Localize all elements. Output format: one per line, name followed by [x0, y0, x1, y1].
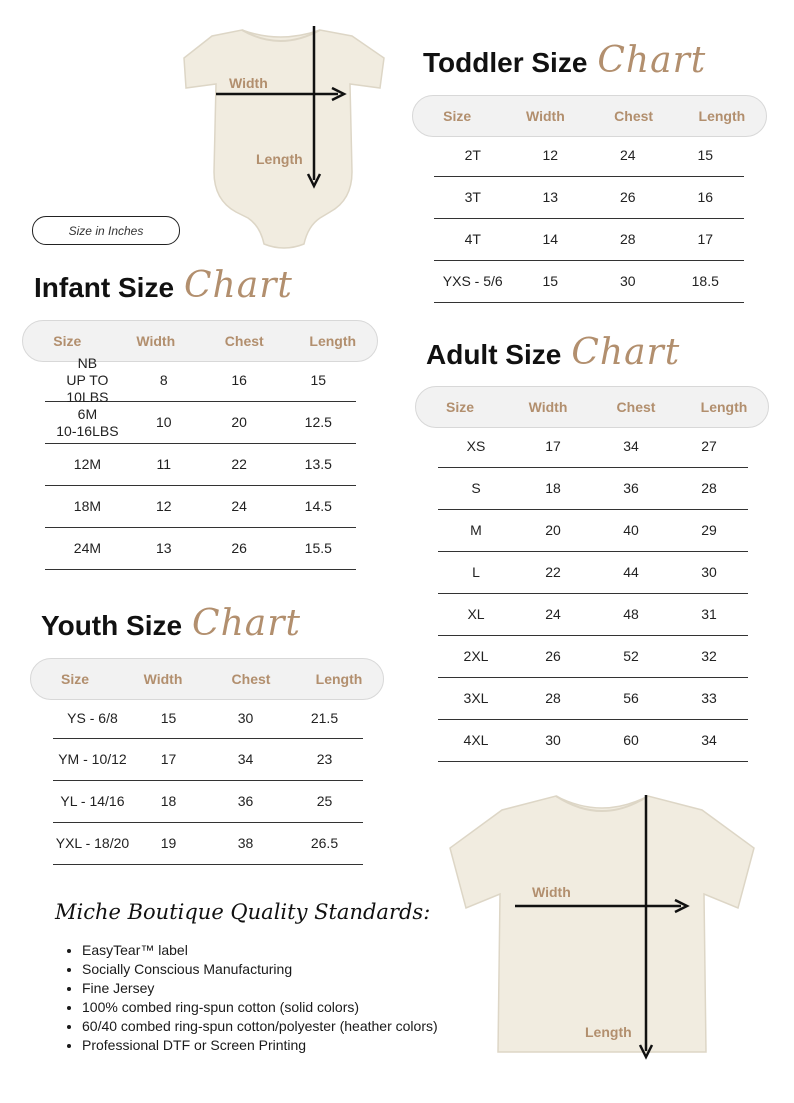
- infant-cell-size: 18M: [73, 498, 102, 514]
- youth-title: Youth Size Chart: [41, 603, 301, 644]
- adult-cell-length: 28: [701, 480, 717, 496]
- toddler-cell-width: 12: [542, 147, 559, 163]
- infant-cell-chest: 22: [231, 456, 247, 472]
- toddler-cell-size: YXS - 5/6: [442, 273, 503, 289]
- youth-cell-size: YS - 6/8: [67, 709, 118, 726]
- youth-cell-length: 26.5: [310, 835, 339, 851]
- adult-cell-size: 2XL: [463, 648, 489, 664]
- infant-table-row: [45, 355, 356, 405]
- youth-cell-length: 25: [316, 793, 333, 809]
- adult-cell-chest: 52: [623, 648, 639, 664]
- onesie-length-label: Length: [256, 151, 303, 167]
- tshirt-width-label: Width: [532, 884, 571, 900]
- quality-standard-item: • 60/40 combed ring-spun cotton/polyester (heather colors): [82, 1017, 438, 1036]
- youth-cell-size: YXL - 18/20: [55, 835, 130, 851]
- youth-table-row: [53, 698, 363, 739]
- quality-standard-item: • Fine Jersey: [82, 979, 438, 998]
- infant-cell-width: 12: [155, 498, 172, 514]
- youth-cell-width: 17: [160, 751, 177, 767]
- toddler-cell-length: 16: [697, 189, 714, 205]
- toddler-cell-length: 17: [697, 231, 714, 247]
- infant-cell-width: 8: [159, 372, 168, 388]
- youth-header-width: Width: [143, 671, 183, 687]
- infant-cell-chest: 16: [231, 372, 247, 388]
- adult-cell-size: 4XL: [463, 732, 489, 748]
- onesie-length-arrow: [304, 24, 324, 190]
- quality-standard-item: • Professional DTF or Screen Printing: [82, 1036, 438, 1055]
- infant-table-row: [45, 486, 356, 528]
- toddler-cell-size: 4T: [464, 231, 481, 247]
- infant-cell-size: 6M 10-16LBS: [56, 405, 119, 439]
- youth-cell-chest: 36: [237, 793, 254, 809]
- tshirt-length-arrow: [636, 793, 656, 1061]
- tshirt-length-label: Length: [585, 1024, 632, 1040]
- adult-cell-width: 22: [545, 564, 561, 580]
- youth-cell-width: 19: [160, 835, 177, 851]
- youth-table-row: [53, 781, 363, 823]
- tshirt-illustration: [446, 790, 758, 1058]
- quality-standards-title: Miche Boutique Quality Standards:: [55, 900, 431, 924]
- toddler-title: Toddler Size Chart: [423, 40, 707, 81]
- adult-table-row: [438, 636, 748, 678]
- adult-cell-size: XS: [466, 438, 486, 454]
- adult-header-width: Width: [528, 399, 568, 415]
- adult-cell-width: 28: [545, 690, 561, 706]
- youth-cell-chest: 38: [237, 835, 254, 851]
- adult-cell-width: 17: [545, 438, 561, 454]
- toddler-table-row: [434, 135, 744, 177]
- adult-table-row: [438, 720, 748, 762]
- onesie-width-label: Width: [229, 75, 268, 91]
- toddler-cell-width: 13: [542, 189, 559, 205]
- toddler-cell-chest: 30: [619, 273, 636, 289]
- infant-cell-chest: 26: [231, 540, 247, 556]
- youth-header-size: Size: [60, 671, 89, 687]
- infant-header-length: Length: [309, 333, 357, 349]
- quality-standard-item: • 100% combed ring-spun cotton (solid colors): [82, 998, 438, 1017]
- infant-table-row: [45, 444, 356, 486]
- adult-cell-length: 29: [701, 522, 717, 538]
- adult-table-header: [415, 386, 769, 428]
- infant-table-row: [45, 528, 356, 570]
- youth-table-header: [30, 658, 384, 700]
- adult-table-row: [438, 510, 748, 552]
- toddler-cell-width: 14: [542, 231, 559, 247]
- adult-cell-size: 3XL: [463, 690, 489, 706]
- toddler-cell-size: 3T: [464, 189, 481, 205]
- adult-cell-length: 31: [701, 606, 717, 622]
- adult-cell-width: 24: [545, 606, 561, 622]
- infant-cell-width: 11: [156, 456, 172, 472]
- adult-header-chest: Chest: [616, 399, 656, 415]
- adult-header-length: Length: [700, 399, 748, 415]
- adult-cell-width: 26: [545, 648, 561, 664]
- youth-table-row: [53, 739, 363, 781]
- infant-cell-length: 14.5: [304, 498, 332, 514]
- adult-cell-length: 30: [701, 564, 717, 580]
- quality-standards-list: [62, 941, 438, 1055]
- adult-table-row: [438, 552, 748, 594]
- toddler-table-row: [434, 177, 744, 219]
- adult-cell-size: S: [471, 480, 481, 496]
- infant-table-row: [45, 402, 356, 444]
- adult-table-row: [438, 468, 748, 510]
- adult-cell-width: 18: [545, 480, 561, 496]
- toddler-table-row: [434, 261, 744, 303]
- youth-cell-width: 18: [160, 793, 177, 809]
- toddler-cell-length: 15: [697, 147, 714, 163]
- toddler-header-chest: Chest: [614, 108, 654, 124]
- adult-cell-length: 33: [701, 690, 717, 706]
- adult-cell-width: 20: [545, 522, 561, 538]
- infant-cell-chest: 20: [231, 414, 247, 430]
- youth-cell-size: YL - 14/16: [60, 793, 125, 809]
- adult-cell-chest: 60: [623, 732, 639, 748]
- infant-cell-chest: 24: [231, 498, 247, 514]
- adult-cell-size: M: [470, 522, 482, 538]
- youth-table-row: [53, 823, 363, 865]
- adult-cell-chest: 40: [623, 522, 639, 538]
- adult-title: Adult Size Chart: [426, 332, 681, 373]
- toddler-header-size: Size: [443, 108, 472, 124]
- adult-cell-size: L: [472, 564, 480, 580]
- youth-cell-width: 15: [160, 709, 177, 726]
- adult-table-row: [438, 594, 748, 636]
- infant-cell-size: 12M: [73, 456, 102, 472]
- infant-cell-length: 13.5: [304, 456, 332, 472]
- youth-cell-chest: 34: [237, 751, 254, 767]
- infant-header-chest: Chest: [224, 333, 264, 349]
- adult-table-row: [438, 678, 748, 720]
- toddler-cell-chest: 28: [619, 231, 636, 247]
- infant-header-width: Width: [136, 333, 176, 349]
- adult-cell-chest: 36: [623, 480, 639, 496]
- adult-cell-chest: 44: [623, 564, 639, 580]
- youth-header-length: Length: [315, 671, 363, 687]
- toddler-cell-size: 2T: [464, 147, 481, 163]
- adult-cell-length: 34: [701, 732, 717, 748]
- adult-table-row: [438, 426, 748, 468]
- adult-header-size: Size: [445, 399, 474, 415]
- youth-cell-chest: 30: [237, 709, 254, 726]
- adult-cell-length: 27: [701, 438, 717, 454]
- youth-header-chest: Chest: [231, 671, 271, 687]
- toddler-cell-length: 18.5: [691, 273, 719, 289]
- adult-cell-length: 32: [701, 648, 717, 664]
- toddler-cell-width: 15: [542, 273, 559, 289]
- adult-cell-width: 30: [545, 732, 561, 748]
- youth-cell-length: 21.5: [310, 709, 339, 726]
- infant-cell-width: 13: [155, 540, 172, 556]
- infant-cell-size: 24M: [73, 540, 102, 556]
- quality-standard-item: • Socially Conscious Manufacturing: [82, 960, 438, 979]
- infant-title: Infant Size Chart: [34, 265, 293, 306]
- infant-cell-length: 15: [310, 372, 327, 388]
- adult-cell-size: XL: [467, 606, 485, 622]
- infant-cell-size: NB UP TO 10LBS: [66, 355, 109, 405]
- youth-cell-size: YM - 10/12: [58, 751, 127, 767]
- quality-standard-item: • EasyTear™ label: [82, 941, 438, 960]
- infant-cell-length: 12.5: [304, 414, 332, 430]
- toddler-header-length: Length: [698, 108, 746, 124]
- size-in-inches-badge: Size in Inches: [32, 216, 180, 245]
- adult-cell-chest: 48: [623, 606, 639, 622]
- toddler-cell-chest: 26: [619, 189, 636, 205]
- toddler-header-width: Width: [526, 108, 565, 124]
- toddler-cell-chest: 24: [619, 147, 636, 163]
- infant-header-size: Size: [53, 333, 82, 349]
- adult-cell-chest: 34: [623, 438, 639, 454]
- toddler-table-row: [434, 219, 744, 261]
- toddler-table-header: [412, 95, 767, 137]
- adult-cell-chest: 56: [623, 690, 639, 706]
- onesie-illustration: [180, 22, 390, 254]
- infant-cell-length: 15.5: [304, 540, 332, 556]
- infant-cell-width: 10: [155, 414, 172, 430]
- youth-cell-length: 23: [316, 751, 333, 767]
